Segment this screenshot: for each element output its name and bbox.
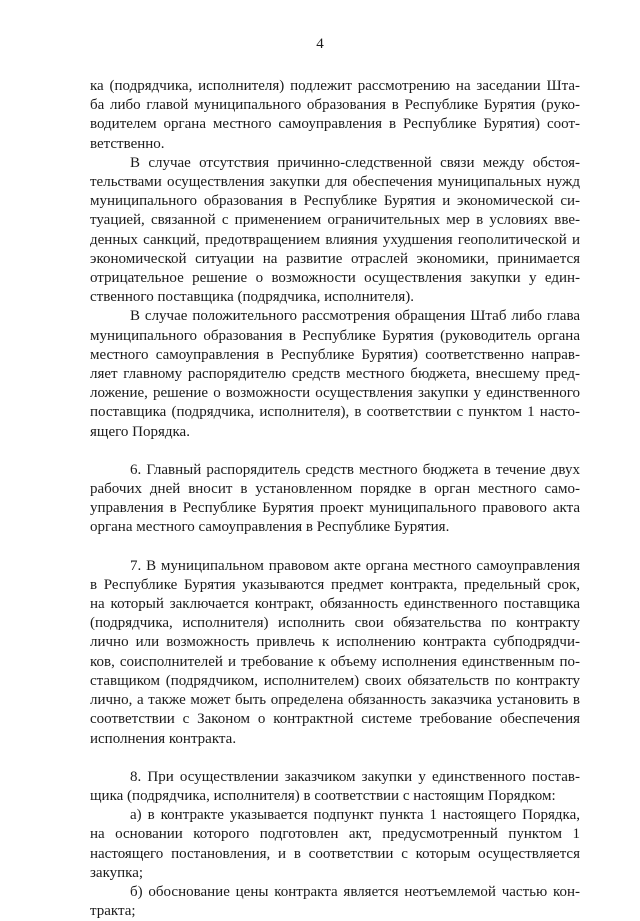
- text-line: (подрядчика, исполнителя) исполнить свои обязательства по контракту: [90, 615, 580, 632]
- paragraph: [90, 77, 580, 154]
- text-line: муниципального образования в Республике Бурятия (руководитель органа: [90, 327, 580, 344]
- text-line: управления в Республике Бурятия проект муниципального правового акта: [90, 500, 580, 517]
- text-line: ящего Порядка.: [90, 423, 190, 440]
- paragraph-gap: [90, 538, 580, 557]
- text-line: ветственно.: [90, 135, 165, 152]
- text-line: ственного поставщика (подрядчика, исполнителя).: [90, 289, 414, 306]
- text-line: 8. При осуществлении заказчиком закупки у единственного постав-: [130, 768, 580, 785]
- text-line: рабочих дней вносит в установленном порядке в орган местного само-: [90, 481, 580, 498]
- text-line: на основании которого подготовлен акт, предусмотренный пунктом 1: [90, 826, 580, 843]
- text-line: соответствии с Законом о контрактной системе требование обеспечения: [90, 711, 580, 728]
- document-body: [90, 77, 580, 921]
- text-line: отрицательное решение о возможности осуществления закупки у един-: [90, 270, 580, 287]
- text-line: лично или возможность привлечь к исполнению контракта субподрядчи-: [90, 634, 580, 651]
- paragraph: [90, 154, 580, 308]
- text-line: закупка;: [90, 864, 144, 881]
- page-number: 4: [316, 36, 324, 52]
- text-line: поставщика (подрядчика, исполнителя), в соответствии с пунктом 1 насто-: [90, 404, 580, 421]
- paragraph: [90, 461, 580, 538]
- text-line: настоящего постановления, и в соответствии с которым осуществляется: [90, 845, 580, 862]
- text-line: туацией, связанной с применением ограничительных мер в условиях вве-: [90, 212, 580, 229]
- text-line: муниципального образования в Республике Бурятия и экономической си-: [90, 193, 580, 210]
- text-line: ляет главному распорядителю средств местного бюджета, внесшему пред-: [90, 366, 580, 383]
- paragraph-gap: [90, 442, 580, 461]
- text-line: щика (подрядчика, исполнителя) в соответствии с настоящим Порядком:: [90, 787, 556, 804]
- paragraph-gap: [90, 749, 580, 768]
- text-line: 6. Главный распорядитель средств местного бюджета в течение двух: [130, 461, 580, 478]
- text-line: 7. В муниципальном правовом акте органа местного самоуправления: [130, 557, 580, 574]
- text-line: денных санкций, предотвращением влияния ухудшения геополитической и: [90, 231, 580, 248]
- paragraph: [90, 806, 580, 883]
- text-line: исполнения контракта.: [90, 730, 237, 747]
- text-line: ков, соисполнителей и требование к объему исполнения единственным по-: [90, 653, 580, 670]
- text-line: ставщиком (подрядчиком, исполнителем) своих обязательств по контракту: [90, 672, 580, 689]
- text-line: органа местного самоуправления в Республике Бурятия.: [90, 519, 450, 536]
- text-line: в Республике Бурятия указываются предмет контракта, предельный срок,: [90, 576, 580, 593]
- text-line: а) в контракте указывается подпункт пункта 1 настоящего Порядка,: [130, 807, 580, 824]
- text-line: лично, а также может быть определена обязанность заказчика установить в: [90, 692, 580, 709]
- text-line: ба либо главой муниципального образования в Республике Бурятия (руко-: [90, 97, 580, 114]
- text-line: ка (подрядчика, исполнителя) подлежит рассмотрению на заседании Шта-: [90, 78, 580, 94]
- text-line: водителем органа местного самоуправления в Республике Бурятия) соот-: [90, 116, 580, 133]
- text-line: тракта;: [90, 903, 136, 920]
- text-line: б) обоснование цены контракта является неотъемлемой частью кон-: [130, 883, 580, 900]
- text-line: ложение, решение о возможности осуществления закупки у единственного: [90, 385, 580, 402]
- text-line: тельствами осуществления закупки для обеспечения муниципальных нужд: [90, 174, 580, 191]
- text-line: экономической ситуации на развитие отраслей экономики, принимается: [90, 250, 580, 267]
- text-line: В случае положительного рассмотрения обращения Штаб либо глава: [130, 308, 580, 325]
- paragraph: [90, 768, 580, 806]
- text-line: В случае отсутствия причинно-следственной связи между обстоя-: [130, 154, 580, 171]
- text-line: местного самоуправления в Республике Бурятия) соответственно направ-: [90, 346, 580, 363]
- paragraph: [90, 557, 580, 749]
- paragraph: [90, 307, 580, 441]
- paragraph: [90, 883, 580, 921]
- text-line: на который заключается контракт, обязанность единственного поставщика: [90, 596, 580, 613]
